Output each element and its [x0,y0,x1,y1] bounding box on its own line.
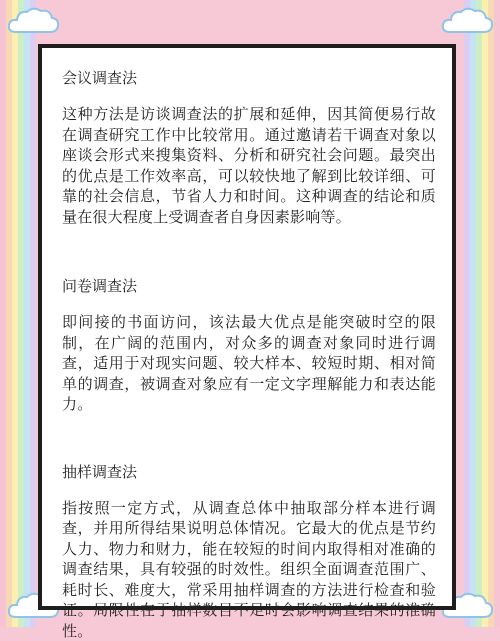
right-rainbow-stripes [460,0,500,627]
section-body: 这种方法是访谈调查法的扩展和延伸，因其简便易行故在调查研究工作中比较常用。通过邀请若干调查对象以座谈会形式来搜集资料、分析和研究社会问题。最突出的优点是工作效率高，可以较快地了解到比较详细、可靠的社会信息，节省人力和时间。这种调查的结论和质量在很大程度上受调查者自身因素影响等。 [62,104,436,227]
document-content [62,68,436,641]
section-title: 问卷调查法 [62,276,436,296]
cloud-icon [6,4,60,38]
document-card [38,44,456,610]
section-body: 即间接的书面访问，该法最大优点是能突破时空的限制，在广阔的范围内，对众多的调查对象同时进行调查，适用于对现实问题、较大样本、较短时期、相对简单的调查，被调查对象应有一定文字理解能力和表达能力。 [62,312,436,415]
section-meeting-survey [62,68,436,227]
section-sampling-survey [62,462,436,641]
left-rainbow-stripes [0,0,40,627]
section-title: 会议调查法 [62,68,436,88]
section-title: 抽样调查法 [62,462,436,482]
section-questionnaire-survey [62,276,436,415]
cloud-icon [440,4,494,38]
section-body: 指按照一定方式，从调查总体中抽取部分样本进行调查，并用所得结果说明总体情况。它最大的优点是节约人力、物力和财力，能在较短的时间内取得相对准确的调查结果，具有较强的时效性。组织全面调查范围广、耗时长、难度大，常采用抽样调查的方法进行检查和验证。局限性在于抽样数目不足时会影响调查结果的准确性。 [62,498,436,641]
